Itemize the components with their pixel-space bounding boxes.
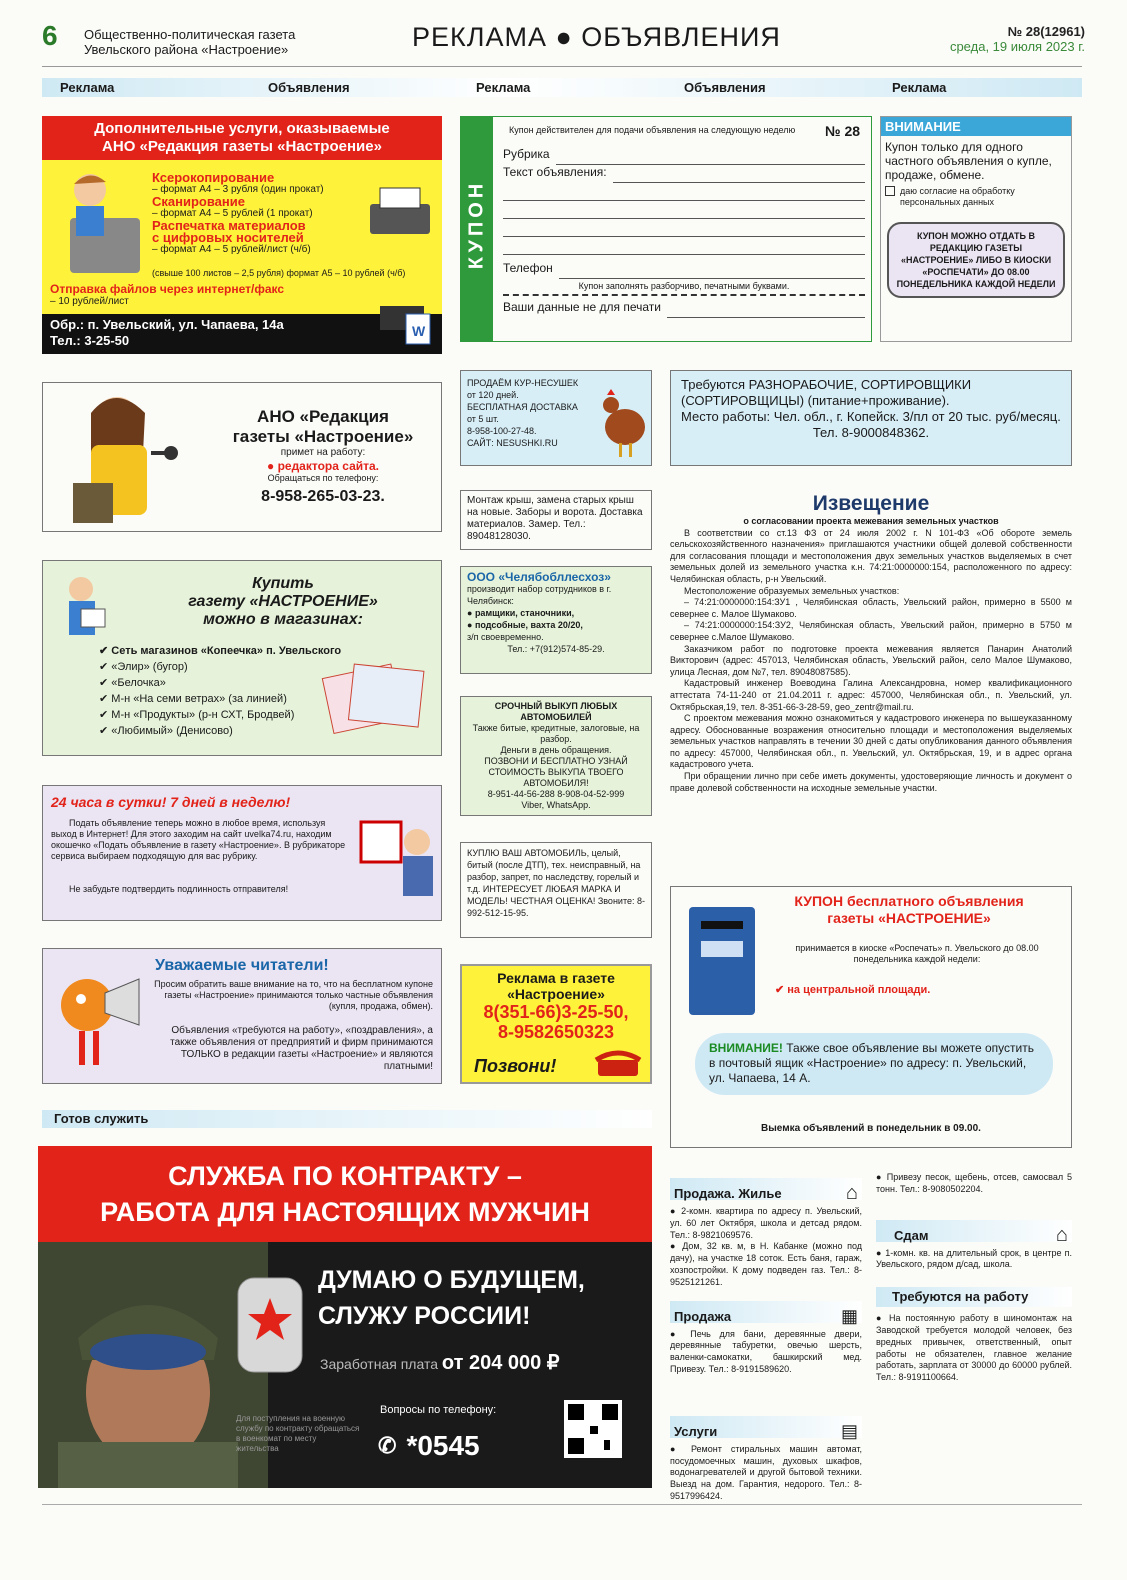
ad-text-line[interactable]: [503, 219, 865, 237]
section-header: [876, 1287, 1072, 1307]
editor-phone: 8-958-265-03-23.: [261, 488, 385, 505]
army-slogan-2: СЛУЖУ РОССИИ!: [318, 1302, 531, 1330]
shop-item: ✔ Сеть магазинов «Копеечка» п. Увельского: [99, 645, 342, 657]
classified-item: ● Дом, 32 кв. м, в Н. Кабанке (можно под дачу), на участке 18 соток. Есть баня, гараж, хозпостройки. К дому подведен газ. Тел.: 8-9525121261.: [670, 1241, 863, 1287]
services-title: Дополнительные услуги, оказываемые: [94, 120, 390, 137]
editor-position: ● редактора сайта.: [213, 459, 433, 473]
chel-item: ● подсобные, вахта 20/20,: [467, 620, 583, 630]
fax-icon: [376, 288, 434, 348]
footer-divider: [42, 1504, 1082, 1505]
section-header: [670, 1416, 862, 1441]
free-coupon-ad: [670, 886, 1072, 1148]
phone-circle-icon: ✆: [378, 1433, 397, 1458]
section-title: Сдам: [894, 1227, 929, 1243]
notice-paragraph: С проектом межевания можно ознакомиться у кадастрового инженера по вышеуказанному адресу. Обоснованные возражения относительно площади и местоположения выделяемых земельных участков направлять в течении 30 дней с даты опубликования данного объявления по адресу: 457000, Челябинская обл., п. Увельский, ул. Октябрьская, 19, и в адрес органа кадастрового учета.: [670, 713, 1072, 770]
consent-label: даю согласие на обработку персональных данных: [900, 186, 1015, 207]
cars-text: Также битые, кредитные, залоговые, на разбор.: [472, 723, 640, 744]
classified-item: ● 1-комн. кв. на длительный срок, в центре п. Увельского, рядом д/сад, школа.: [876, 1247, 1073, 1270]
section-header: [670, 1178, 862, 1205]
notice-paragraph: – 74:21:0000000:154:ЗУ1 , Челябинская область, Увельский район, примерно в 5500 м севернее с. Малое Шумаково.: [670, 597, 1072, 619]
rubric-label: Рубрика: [503, 147, 550, 161]
coupon-info: [880, 116, 1072, 342]
publication-name: Общественно-политическая газета Увельского района «Настроение»: [84, 27, 296, 57]
shop-item: ✔ М-н «На семи ветрах» (за линией): [99, 693, 287, 705]
classified-item: ● Привезу песок, щебень, отсев, самосвал 5 тонн. Тел.: 8-9080502204.: [876, 1172, 1073, 1194]
free-attention-text: Также свое объявление вы можете опустить в почтовый ящик «Настроение» по адресу: п. Увельский, ул. Чапаева, 14 А.: [709, 1041, 1034, 1085]
service-scan-price: – формат А4 – 5 рублей (1 прокат): [152, 208, 313, 219]
svg-text:W: W: [412, 323, 426, 339]
chel-item: ● рамщики, станочники,: [467, 608, 575, 618]
coupon-number: № 28: [825, 123, 861, 139]
ad-text-label: Текст объявления:: [503, 165, 607, 179]
readers-title: Уважаемые читатели!: [155, 957, 329, 974]
qr-code-icon: [564, 1400, 622, 1458]
private-field[interactable]: [667, 300, 865, 318]
rubric-item: Объявления: [268, 80, 350, 95]
mailbox-illustration: [683, 901, 763, 1021]
header-divider: [42, 66, 1082, 67]
rubric-item: Объявления: [684, 80, 766, 95]
rubric-item: Реклама: [60, 80, 115, 95]
editor-org: газеты «Настроение»: [232, 427, 414, 446]
workers-text: Требуются РАЗНОРАБОЧИЕ, СОРТИРОВЩИКИ (СОРТИРОВЩИЦЫ) (питание+проживание).: [681, 377, 972, 408]
buy-title: Купить: [252, 575, 314, 592]
shop-item: ✔ М-н «Продукты» (р-н СХТ, Бродвей): [99, 709, 295, 721]
buy-paper: газету «НАСТРОЕНИЕ»: [188, 593, 378, 610]
cars-phone: 8-951-44-56-288 8-908-04-52-999: [487, 789, 625, 799]
rubric-bar: [42, 78, 1082, 97]
shop-item: ✔ «Элир» (бугор): [99, 661, 188, 673]
services-address: Обр.: п. Увельский, ул. Чапаева, 14а: [50, 317, 284, 332]
editor-call: Обращаться по телефону:: [267, 473, 379, 483]
army-ask: Вопросы по телефону:: [380, 1404, 497, 1416]
readers-notice-ad: [42, 948, 442, 1084]
coupon-where: КУПОН МОЖНО ОТДАТЬ В РЕДАКЦИЮ ГАЗЕТЫ «НАСТРОЕНИЕ» ЛИБО В КИОСКИ «РОСПЕЧАТИ» ДО 08.00 ПОНЕДЕЛЬНИКА КАЖДОЙ НЕДЕЛИ: [887, 222, 1065, 298]
section-title: Требуются на работу: [892, 1289, 1029, 1305]
army-salary-row: [320, 1350, 560, 1375]
buycar-text: КУПЛЮ ВАШ АВТОМОБИЛЬ, целый, битый (после ДТП), тех. неисправный, на разбор, запрет, по наследству, горелый и т.д. ИНТЕРЕСУЕТ ЛЮБАЯ МАРКА И МОДЕЛЬ! ЧЕСТНАЯ ОЦЕНКА! Звоните: 8-992-512-15-95.: [467, 848, 645, 918]
chel-pay: з/п своевременно.: [467, 632, 544, 642]
free-place: ✔ на центральной площади.: [775, 984, 931, 996]
coupon-attention: ВНИМАНИЕ: [881, 117, 1071, 136]
cars-viber: Viber, WhatsApp.: [521, 800, 591, 810]
hens-line: 8-958-100-27-48.: [467, 426, 537, 436]
adv-call: Позвони!: [474, 1056, 557, 1076]
classified-item: ● Печь для бани, деревянные двери, деревянные табуретки, овечью шерсть, валенки-самокатки, башкирский мед. Привезу. Тел.: 8-9191589620.: [670, 1328, 863, 1374]
classified-item: ● Ремонт стиральных машин автомат, посудомоечных машин, духовых шкафов, водонагревателей и другой бытовой техники. Выезд на дом. Гарантия, недорого. Тел.: 8-9517996424.: [670, 1443, 863, 1501]
editor-title: АНО «Редакция: [257, 407, 389, 426]
advertising-ad: [460, 964, 652, 1084]
chel-phone: Тел.: +7(912)574-85-29.: [507, 644, 605, 654]
hens-line: САЙТ: NESUSHKI.RU: [467, 438, 558, 448]
notice-paragraph: – 74:21:0000000:154:ЗУ2, Челябинская область, Увельский район, примерно в 5750 м севернее с.Малое Шумаково.: [670, 620, 1072, 642]
shop-item: ✔ «Белочка»: [99, 677, 166, 689]
classified-item: ● На постоянную работу в шиномонтаж на Заводской требуется молодой человек, без вредных привычек, ответственный, опыт работы не обязателен, главное желание работать, зарплата от 30000 до 60000 рублей. Тел.: 8-9191100664.: [876, 1313, 1072, 1383]
ready-rubric: Готов служить: [42, 1110, 652, 1128]
cars-title: СРОЧНЫЙ ВЫКУП ЛЮБЫХ АВТОМОБИЛЕЙ: [494, 701, 618, 722]
coupon-only: Купон только для одного частного объявления о купле, продаже, обмене.: [885, 140, 1052, 182]
hens-line: ПРОДАЁМ КУР-НЕСУШЕК: [467, 378, 579, 388]
newspapers-fan-illustration: [321, 657, 439, 737]
section-header: [876, 1220, 1072, 1246]
chel-text: производит набор сотрудников в г. Челябинск:: [467, 584, 612, 606]
army-small-print: Для поступления на военную службу по контракту обращаться в военкомат по месту жительства: [236, 1414, 360, 1453]
service-print: Распечатка материалов: [152, 218, 306, 233]
notice-title: Извещение: [812, 492, 930, 515]
ad-text-line[interactable]: [503, 201, 865, 219]
coupon-fill-hint: Купон заполнять разборчиво, печатными буквами.: [503, 279, 865, 296]
car-buyout-ad: [460, 696, 652, 816]
megaphone-mascot-illustration: [53, 961, 143, 1075]
service-print-2: с цифровых носителей: [152, 230, 304, 245]
page-number: 6: [42, 20, 58, 51]
section-title: Услуги: [674, 1423, 718, 1439]
free-attention-bubble: [695, 1033, 1053, 1095]
editor-hire: примет на работу:: [280, 447, 366, 458]
roof-ad: [460, 490, 652, 550]
roof-text: Монтаж крыш, замена старых крыш на новые. Заборы и ворота. Доставка материалов. Замер. Тел.: 89048128030.: [467, 495, 643, 542]
army-slogan: ДУМАЮ О БУДУЩЕМ,: [318, 1266, 585, 1294]
hens-line: от 5 шт.: [467, 414, 499, 424]
army-phone: *0545: [406, 1430, 480, 1461]
army-banner-line: СЛУЖБА ПО КОНТРАКТУ –: [168, 1161, 522, 1191]
hens-line: БЕСПЛАТНАЯ ДОСТАВКА: [467, 402, 578, 412]
where-to-buy-ad: [42, 560, 442, 756]
editor-ad: [42, 382, 442, 532]
workers-phone: Тел. 8-9000848362.: [812, 425, 930, 440]
army-banner-line: РАБОТА ДЛЯ НАСТОЯЩИХ МУЖЧИН: [100, 1197, 590, 1227]
adv-line: «Настроение»: [507, 986, 605, 1002]
coupon-side-label: КУПОН: [465, 179, 488, 270]
consent-row: [881, 186, 1071, 208]
hens-ad: [460, 370, 652, 466]
consent-checkbox[interactable]: [885, 186, 895, 196]
rubric-field[interactable]: [556, 147, 865, 165]
phone-icon: [592, 1048, 644, 1080]
chel-title: ООО «Челябобллесхоз»: [467, 570, 611, 584]
classifieds-col-1: [670, 1178, 862, 1503]
notice-subtitle: о согласовании проекта межевания земельных участков: [743, 516, 999, 526]
section-header: [670, 1301, 862, 1326]
ad-text-line[interactable]: [503, 237, 865, 255]
free-text: принимается в киоске «Роспечать» п. Увельского до 08.00 понедельника каждой недели:: [795, 943, 1039, 964]
army-banner: [38, 1146, 652, 1242]
free-collect: Выемка объявлений в понедельник в 09.00.: [761, 1123, 981, 1134]
copier-man-illustration: [50, 168, 150, 278]
services-org: АНО «Редакция газеты «Настроение»: [102, 138, 382, 155]
army-salary-label: Заработная плата: [320, 1356, 438, 1372]
classified-item: ● 2-комн. квартира по адресу п. Увельский, ул. 60 лет Октября, школа и детсад рядом. Тел.: 8-9821069576.: [670, 1206, 862, 1240]
coupon-form: [460, 116, 872, 342]
section-title: РЕКЛАМА ● ОБЪЯВЛЕНИЯ: [412, 22, 781, 52]
notice-paragraph: В соответствии со ст.13 ФЗ от 24 июля 2002 г. N 101-ФЗ «Об обороте земель сельскохозяйственного назначения» приглашаются участники общей долевой собственности для согласования площади и местоположения двух земельных участков выделяемых в счет земельных долей из земельного участка к.н. 74:21:0000000:154, расположенного по адресу: Челябинская область, р-н Увельский.: [670, 527, 1072, 584]
coupon-side-bar: [461, 117, 493, 342]
services-ad: [42, 116, 442, 354]
cars-text-2: Деньги в день обращения.: [500, 745, 612, 755]
chelyab-ad: [460, 566, 652, 674]
coupon-valid: Купон действителен для подачи объявления на следующую неделю: [509, 125, 796, 135]
house-icon: ⌂: [845, 1182, 858, 1205]
calendar-icon: ▦: [840, 1305, 858, 1326]
newspaper-boy-illustration: [51, 569, 111, 649]
notice-paragraph: При обращении лично при себе иметь документы, удостоверяющие личность и документ о праве долевой собственности на исходные земельные участки.: [670, 771, 1072, 793]
service-scan: Сканирование: [152, 194, 245, 209]
phone-label: Телефон: [503, 261, 553, 275]
coupon-fields: [503, 147, 865, 318]
services-phone: Тел.: 3-25-50: [50, 333, 130, 348]
free-attention: ВНИМАНИЕ!: [709, 1041, 783, 1055]
reporter-illustration: [55, 383, 185, 532]
online-confirm: Не забудьте подтвердить подлинность отправителя!: [69, 884, 289, 894]
shop-item: ✔ «Любимый» (Денисово): [99, 725, 233, 737]
notice-paragraph: Местоположение образуемых земельных участков:: [684, 585, 900, 596]
section-title: Продажа: [674, 1308, 732, 1324]
army-phone-row: [378, 1430, 480, 1462]
man-with-laptop-illustration: [355, 812, 439, 912]
readers-text: Просим обратить ваше внимание на то, что на бесплатном купоне газеты «Настроение» принимаются только частные объявления (купля, продажа, обмен).: [154, 979, 433, 1011]
free-title-2: газеты «НАСТРОЕНИЕ»: [827, 910, 991, 926]
adv-phone: 8(351-66)3-25-50,: [483, 1002, 629, 1022]
issue-date: среда, 19 июля 2023 г.: [949, 39, 1085, 54]
classifieds-col-2: [876, 1172, 1072, 1384]
issue-info: [950, 24, 1085, 54]
buy-car-ad: [460, 842, 652, 938]
documents-icon: ▤: [840, 1420, 858, 1441]
rubric-item: Реклама: [476, 80, 531, 95]
readers-paid: Объявления «требуются на работу», «поздравления», а также объявления от предприятий и фирм принимаются ТОЛЬКО в редакции газеты «Настроение» и являются платными!: [170, 1025, 433, 1072]
section-title: Продажа. Жилье: [674, 1186, 782, 1202]
service-send: Отправка файлов через интернет/факс: [50, 282, 285, 296]
army-dogtag-icon: [234, 1268, 308, 1378]
adv-phone-2: 8-9582650323: [497, 1022, 615, 1042]
private-label: Ваши данные не для печати: [503, 300, 662, 314]
army-ad: [38, 1146, 652, 1488]
ad-text-line[interactable]: [503, 183, 865, 201]
service-send-price: – 10 рублей/лист: [50, 296, 129, 307]
army-salary: от 204 000 ₽: [441, 1352, 560, 1374]
phone-field[interactable]: [559, 261, 865, 279]
buy-where: можно в магазинах:: [203, 611, 363, 628]
workers-place: Место работы: Чел. обл., г. Копейск. 3/пл от 20 тыс. руб/месяц.: [681, 409, 1061, 424]
issue-number: № 28(12961): [1007, 24, 1085, 39]
rubric-item: Реклама: [892, 80, 947, 95]
ad-text-field[interactable]: [613, 165, 865, 183]
adv-line: Реклама в газете: [497, 970, 615, 986]
hens-line: от 120 дней.: [467, 390, 519, 400]
services-header: [42, 116, 442, 160]
free-title: КУПОН бесплатного объявления: [794, 893, 1024, 909]
workers-ad: [670, 370, 1072, 466]
service-copy: Ксерокопирование: [152, 170, 275, 185]
service-copy-price: – формат А4 – 3 рубля (один прокат): [152, 184, 324, 195]
notice-paragraph: Кадастровый инженер Воеводина Галина Александровна, номер квалификационного аттестата 74-11-240 от 21.04.2011 г. адрес: 457000, Челябинская обл., п. Увельский, ул. Октябрьская,19, тел. 8-351-66-3-28-59, geo_zentr@mail.ru.: [670, 678, 1072, 712]
service-print-price: – формат А4 – 5 рублей/лист (ч/б): [152, 244, 311, 255]
hen-illustration: [597, 381, 651, 461]
notice-paragraph: Заказчиком работ по подготовке проекта межевания является Панарин Анатолий Викторович (адрес: 457013, Челябинская область, Увельский район, село Малое Шумаково, улица Лесная, дом №7, тел. 89048087585).: [670, 643, 1072, 677]
house-icon: ⌂: [1055, 1223, 1068, 1246]
online-text: Подать объявление теперь можно в любое время, используя выход в Интернет! Для этого заходим на сайт uvelka74.ru, находим окошечко «Подать объявление в газету «Настроение». В рубрикаторе сервиса выбираем подходящую для вас рубрику.: [51, 818, 346, 861]
online-submission-ad: [42, 785, 442, 921]
online-title: 24 часа в сутки! 7 дней в неделю!: [51, 794, 291, 810]
service-print-price-2: (свыше 100 листов – 2,5 рубля) формат А5 – 10 рублей (ч/б): [152, 268, 406, 278]
cars-text-3: ПОЗВОНИ И БЕСПЛАТНО УЗНАЙ СТОИМОСТЬ ВЫКУПА ТВОЕГО АВТОМОБИЛЯ!: [484, 756, 628, 788]
land-notice: [670, 492, 1072, 794]
